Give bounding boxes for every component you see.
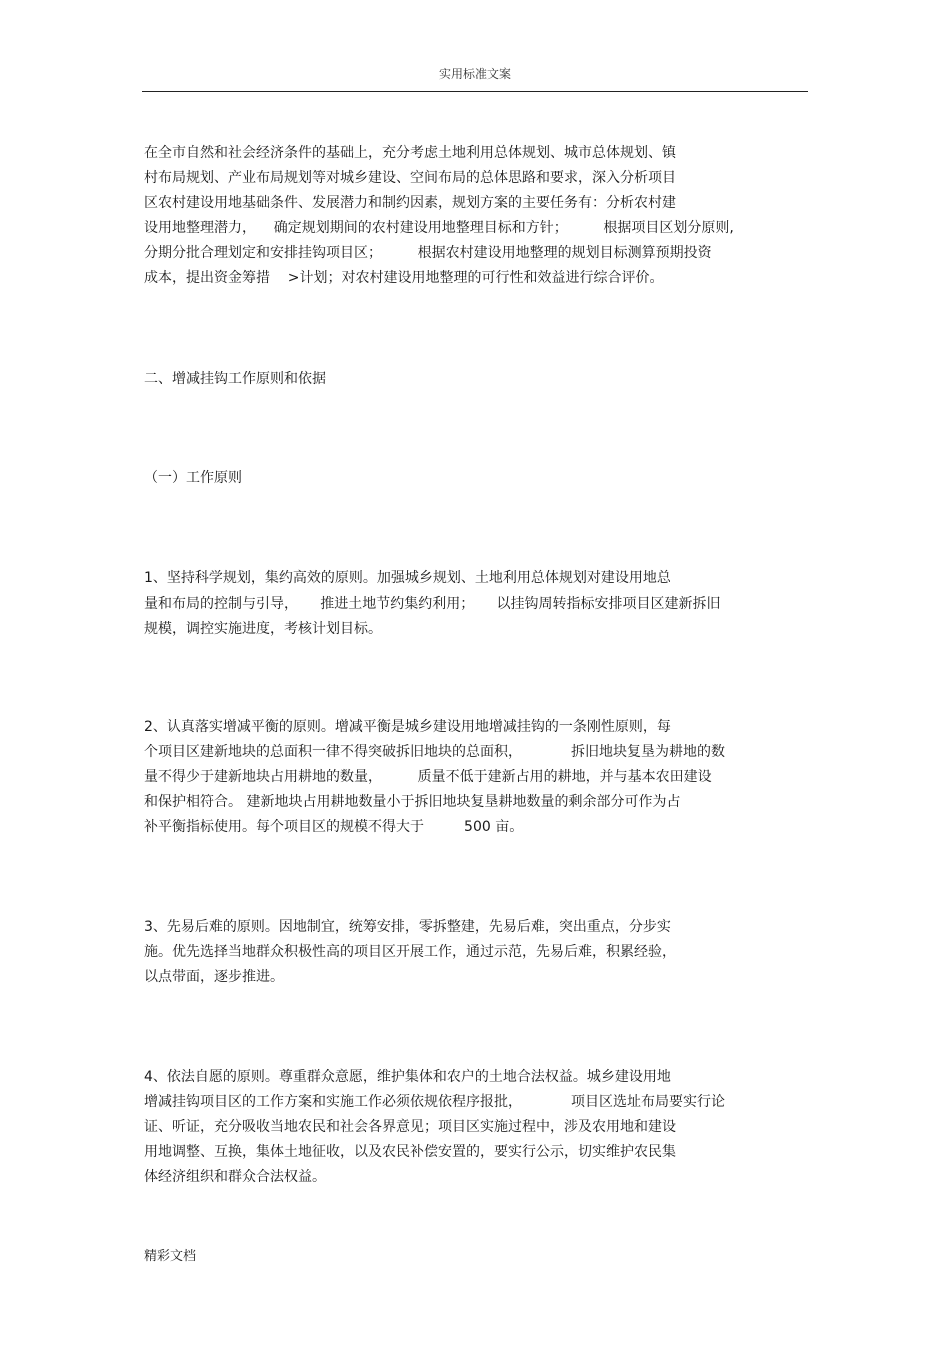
principle2-line-4: 和保护相符合。 建新地块占用耕地数量小于拆旧地块复垦耕地数量的剩余部分可作为占: [144, 794, 681, 810]
principle1-line-2: 量和布局的控制与引导， 推进土地节约集约利用； 以挂钩周转指标安排项目区建新拆旧: [144, 596, 721, 612]
intro-line-2: 村布局规划、产业布局规划等对城乡建设、空间布局的总体思路和要求，深入分析项目: [144, 170, 676, 186]
principle3-line-2: 施。优先选择当地群众积极性高的项目区开展工作，通过示范，先易后难，积累经验，: [144, 944, 676, 960]
section-heading: 二、增减挂钩工作原则和依据: [144, 371, 326, 387]
header-divider: [142, 91, 808, 92]
principle4-line-5: 体经济组织和群众合法权益。: [144, 1169, 326, 1185]
principle3-line-1: 3、先易后难的原则。因地制宜，统筹安排，零拆整建，先易后难，突出重点，分步实: [144, 919, 671, 935]
page-footer: 精彩文档: [144, 1249, 197, 1264]
principle4-line-4: 用地调整、互换，集体土地征收，以及农民补偿安置的，要实行公示，切实维护农民集: [144, 1144, 676, 1160]
principle4-line-2: 增减挂钩项目区的工作方案和实施工作必须依规依程序报批， 项目区选址布局要实行论: [144, 1094, 725, 1110]
principle1-line-1: 1、坚持科学规划，集约高效的原则。加强城乡规划、土地利用总体规划对建设用地总: [144, 570, 671, 586]
principle3-line-3: 以点带面，逐步推进。: [144, 969, 284, 985]
principle1-line-3: 规模，调控实施进度，考核计划目标。: [144, 621, 382, 637]
intro-line-1: 在全市自然和社会经济条件的基础上，充分考虑土地利用总体规划、城市总体规划、镇: [144, 145, 676, 161]
intro-line-6: 成本，提出资金筹措 >计划；对农村建设用地整理的可行性和效益进行综合评价。: [144, 270, 664, 286]
principle2-line-3: 量不得少于建新地块占用耕地的数量， 质量不低于建新占用的耕地，并与基本农田建设: [144, 769, 712, 785]
intro-line-4: 设用地整理潜力， 确定规划期间的农村建设用地整理目标和方针； 根据项目区划分原则,: [144, 220, 734, 236]
principle4-line-1: 4、依法自愿的原则。尊重群众意愿，维护集体和农户的土地合法权益。城乡建设用地: [144, 1069, 671, 1085]
page-header: 实用标准文案: [438, 67, 511, 81]
principle2-line-2: 个项目区建新地块的总面积一律不得突破拆旧地块的总面积， 拆旧地块复垦为耕地的数: [144, 744, 725, 760]
intro-line-3: 区农村建设用地基础条件、发展潜力和制约因素，规划方案的主要任务有：分析农村建: [144, 195, 676, 211]
principle2-line-1: 2、认真落实增减平衡的原则。增减平衡是城乡建设用地增减挂钩的一条刚性原则，每: [144, 719, 671, 735]
subsection-heading: （一）工作原则: [144, 470, 242, 486]
principle2-line-5: 补平衡指标使用。每个项目区的规模不得大于 500 亩。: [144, 819, 524, 835]
intro-line-5: 分期分批合理划定和安排挂钩项目区； 根据农村建设用地整理的规划目标测算预期投资: [144, 245, 712, 261]
principle4-line-3: 证、听证，充分吸收当地农民和社会各界意见；项目区实施过程中，涉及农用地和建设: [144, 1119, 676, 1135]
